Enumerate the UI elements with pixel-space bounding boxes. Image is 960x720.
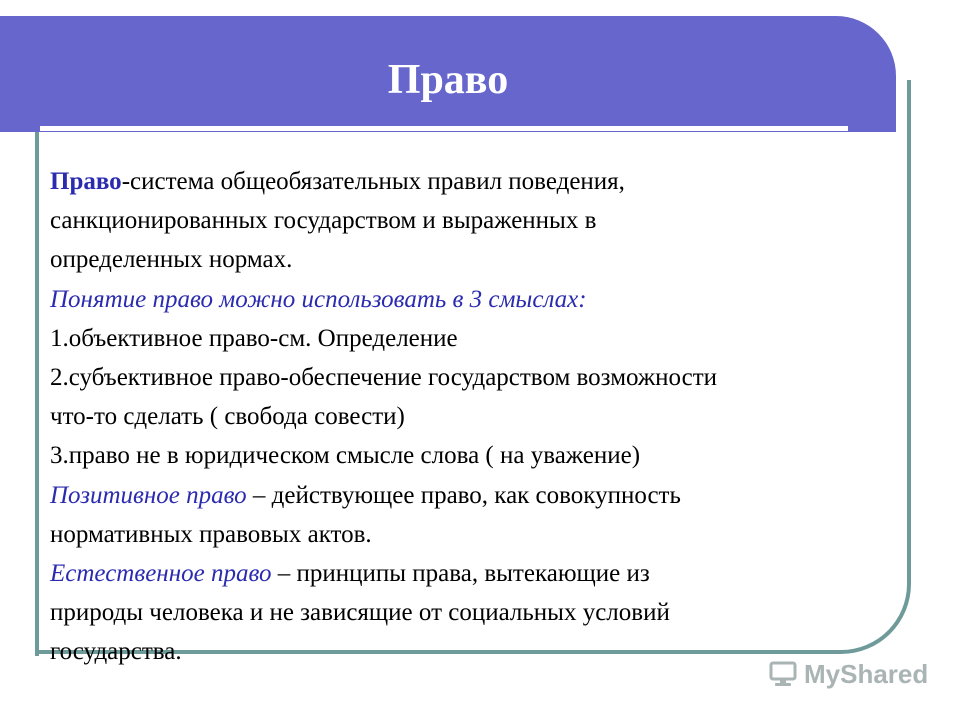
natural-law-text: – принципы права, вытекающие из <box>271 560 650 588</box>
positive-law-term: Позитивное право <box>50 481 247 509</box>
positive-law-text: – действующее право, как совокупность <box>246 481 681 509</box>
definition-term: Право <box>50 168 122 195</box>
sense-item-2-line-2: что-то сделать ( свобода совести) <box>50 403 405 431</box>
natural-law-term: Естественное право <box>50 560 272 588</box>
definition-text: -система общеобязательных правил поведения, <box>121 168 625 195</box>
definition-line-3: определенных нормах. <box>50 246 293 274</box>
natural-law-line-1 <box>50 554 930 593</box>
title-underline <box>40 126 848 131</box>
sense-item-1: 1.объективное право-см. Определение <box>50 324 458 352</box>
senses-intro: Понятие право можно использовать в 3 смыслах: <box>50 285 587 313</box>
definition-line-2: санкционированных государством и выраженных в <box>50 207 597 235</box>
watermark <box>768 654 938 694</box>
positive-law-line-2: нормативных правовых актов. <box>50 520 372 548</box>
slide-body <box>50 162 930 672</box>
sense-item-2-line-1: 2.субъективное право-обеспечение государством возможности <box>50 364 718 392</box>
definition-line-1 <box>50 162 930 201</box>
positive-law-line-1 <box>50 476 930 515</box>
sense-item-3: 3.право не в юридическом смысле слова ( на уважение) <box>50 442 641 470</box>
slide-title: Право <box>387 57 509 103</box>
natural-law-line-3: государства. <box>50 638 182 666</box>
natural-law-line-2: природы человека и не зависящие от социальных условий <box>50 599 670 627</box>
frame-left-border <box>35 120 39 656</box>
watermark-text: MyShared <box>804 658 929 689</box>
monitor-icon <box>768 659 798 689</box>
